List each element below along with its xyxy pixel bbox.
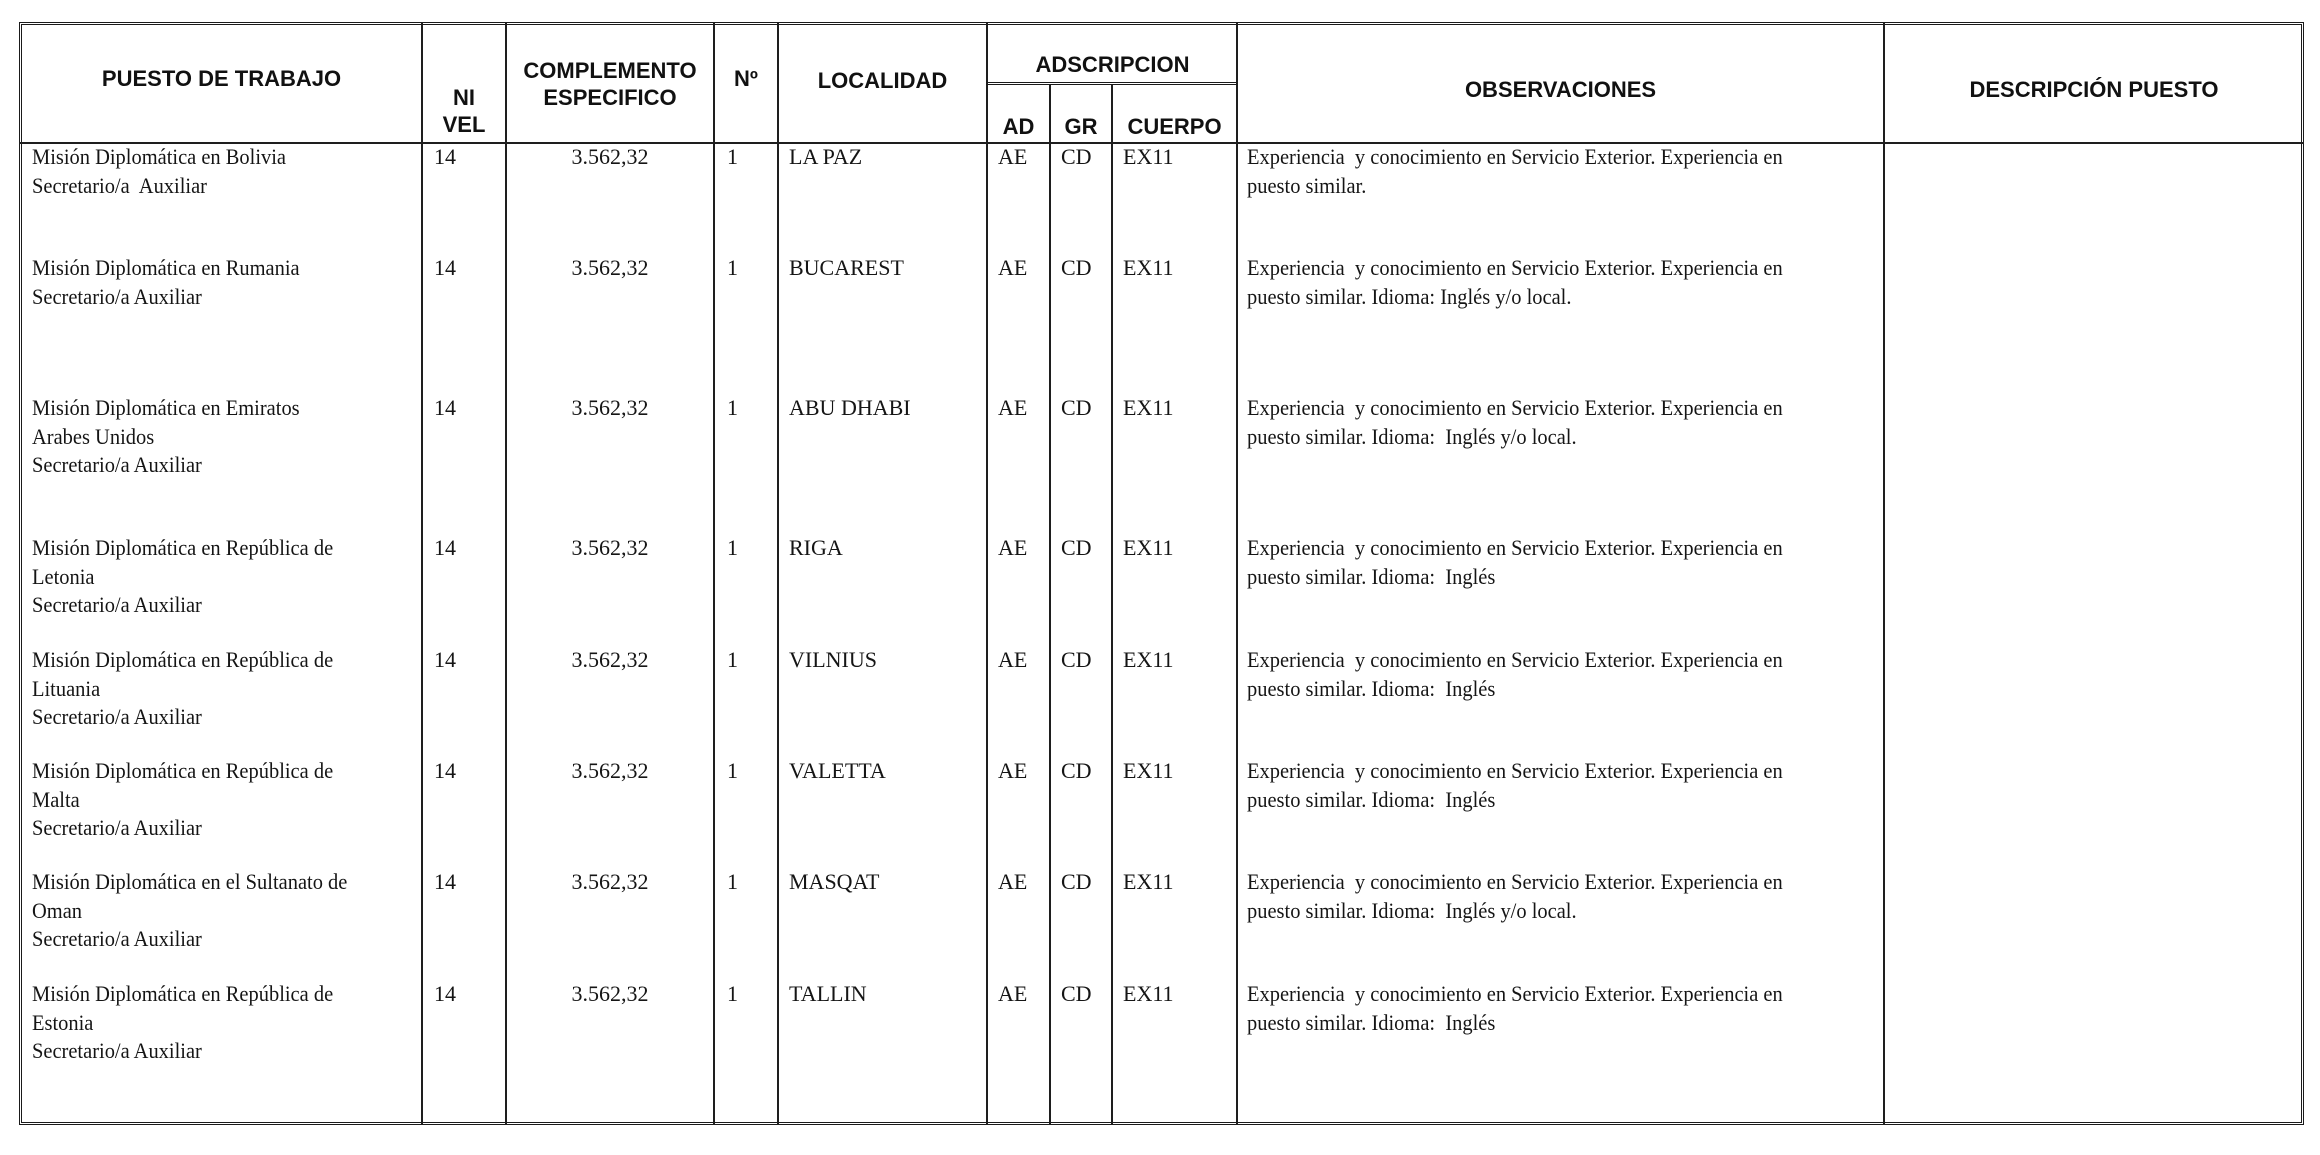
header-localidad-label: LOCALIDAD [817,68,948,93]
header-cuerpo [1113,112,1236,140]
cell-observaciones [1247,980,1783,1037]
cell-ad: AE [998,869,1028,894]
header-cuerpo-label: CUERPO [1127,113,1222,139]
cell-numero: 1 [727,395,738,420]
observaciones-line: puesto similar. Idioma: Inglés [1247,786,1496,812]
cell-observaciones [1247,646,1783,703]
column-divider [1236,22,1238,1125]
column-divider [1049,84,1051,1125]
cell-localidad: ABU DHABI [789,395,911,420]
column-divider [713,22,715,1125]
header-ad-label: AD [1002,113,1035,139]
observaciones-line: Experiencia y conocimiento en Servicio Exterior. Experiencia en [1247,869,1783,894]
cell-puesto [32,534,333,620]
header-adscripcion-label: ADSCRIPCION [1035,51,1190,77]
puesto-line: Secretario/a Auxiliar [32,704,202,729]
observaciones-line: puesto similar. Idioma: Inglés [1247,1009,1496,1035]
cell-puesto [32,394,300,480]
puesto-line: Oman [32,897,83,923]
cell-nivel: 14 [434,869,456,894]
cell-numero: 1 [727,869,738,894]
puesto-line: Secretario/a Auxiliar [32,1038,202,1063]
cell-numero: 1 [727,255,738,280]
cell-gr: CD [1061,255,1092,280]
cell-nivel: 14 [434,758,456,783]
header-numero-label: Nº [734,66,758,91]
observaciones-line: Experiencia y conocimiento en Servicio Exterior. Experiencia en [1247,255,1783,280]
puesto-line: Arabes Unidos [32,423,155,449]
cell-nivel: 14 [434,535,456,560]
cell-ad: AE [998,981,1028,1006]
cell-puesto [32,868,347,954]
cell-numero: 1 [727,758,738,783]
observaciones-line: puesto similar. Idioma: Inglés [1247,675,1496,701]
cell-localidad: BUCAREST [789,255,904,280]
observaciones-line: Experiencia y conocimiento en Servicio Exterior. Experiencia en [1247,144,1783,169]
cell-ad: AE [998,535,1028,560]
cell-cuerpo: EX11 [1123,869,1174,894]
header-puesto [22,25,421,142]
table-frame [19,22,2304,1125]
cell-observaciones [1247,757,1783,814]
cell-cuerpo: EX11 [1123,758,1174,783]
header-localidad [779,25,986,142]
header-observaciones-label: OBSERVACIONES [1464,77,1657,102]
cell-gr: CD [1061,395,1092,420]
cell-localidad: MASQAT [789,869,880,894]
header-descripcion-label: DESCRIPCIÓN PUESTO [1969,77,2219,102]
cell-ad: AE [998,255,1028,280]
observaciones-line: puesto similar. Idioma: Inglés y/o local. [1247,897,1577,923]
cell-gr: CD [1061,647,1092,672]
cell-cuerpo: EX11 [1123,981,1174,1006]
observaciones-line: puesto similar. Idioma: Inglés [1247,563,1496,589]
header-descripcion [1885,25,2303,142]
cell-nivel: 14 [434,647,456,672]
puesto-line: Malta [32,786,80,812]
cell-puesto [32,757,333,843]
cell-puesto [32,980,333,1066]
observaciones-line: puesto similar. [1247,172,1367,198]
puesto-line: Misión Diplomática en Emiratos [32,395,300,420]
header-complemento [507,25,713,142]
puesto-line: Secretario/a Auxiliar [32,926,202,951]
header-gr [1051,112,1111,140]
header-observaciones [1238,25,1883,142]
puesto-line: Misión Diplomática en República de [32,535,334,560]
header-complemento-label-2: ESPECIFICO [543,84,677,110]
cell-complemento: 3.562,32 [571,981,649,1006]
cell-complemento: 3.562,32 [571,144,649,169]
observaciones-line: Experiencia y conocimiento en Servicio Exterior. Experiencia en [1247,758,1783,783]
cell-cuerpo: EX11 [1123,255,1174,280]
cell-numero: 1 [727,535,738,560]
header-puesto-label: PUESTO DE TRABAJO [101,66,342,91]
header-complemento-label-1: COMPLEMENTO [523,57,697,83]
cell-complemento: 3.562,32 [571,869,649,894]
cell-ad: AE [998,758,1028,783]
puesto-line: Misión Diplomática en República de [32,981,334,1006]
cell-gr: CD [1061,535,1092,560]
cell-nivel: 14 [434,981,456,1006]
cell-puesto [32,254,300,311]
header-numero [715,25,777,142]
cell-ad: AE [998,647,1028,672]
cell-cuerpo: EX11 [1123,647,1174,672]
column-divider [1883,22,1885,1125]
observaciones-line: puesto similar. Idioma: Inglés y/o local. [1247,283,1572,309]
puesto-line: Secretario/a Auxiliar [32,452,202,477]
observaciones-line: puesto similar. Idioma: Inglés y/o local. [1247,423,1577,449]
puesto-line: Secretario/a Auxiliar [32,172,207,198]
cell-localidad: LA PAZ [789,144,863,169]
cell-observaciones [1247,394,1783,451]
cell-puesto [32,143,286,200]
cell-numero: 1 [727,981,738,1006]
cell-ad: AE [998,395,1028,420]
cell-localidad: TALLIN [789,981,867,1006]
puesto-line: Lituania [32,675,101,701]
cell-observaciones [1247,143,1783,200]
cell-gr: CD [1061,144,1092,169]
column-divider [986,22,988,1125]
puesto-line: Secretario/a Auxiliar [32,592,202,617]
observaciones-line: Experiencia y conocimiento en Servicio Exterior. Experiencia en [1247,535,1783,560]
header-nivel-label-1: NI [453,85,475,110]
observaciones-line: Experiencia y conocimiento en Servicio Exterior. Experiencia en [1247,981,1783,1006]
cell-observaciones [1247,868,1783,925]
puesto-line: Misión Diplomática en República de [32,647,334,672]
column-divider [777,22,779,1125]
cell-observaciones [1247,254,1783,311]
cell-gr: CD [1061,981,1092,1006]
puesto-line: Letonia [32,563,95,589]
observaciones-line: Experiencia y conocimiento en Servicio Exterior. Experiencia en [1247,647,1783,672]
cell-complemento: 3.562,32 [571,758,649,783]
cell-gr: CD [1061,869,1092,894]
header-nivel-label-2: VEL [442,112,486,137]
header-nivel [423,25,505,142]
cell-numero: 1 [727,144,738,169]
cell-complemento: 3.562,32 [571,255,649,280]
cell-numero: 1 [727,647,738,672]
header-gr-label: GR [1064,113,1098,139]
cell-ad: AE [998,144,1028,169]
cell-observaciones [1247,534,1783,591]
puesto-line: Estonia [32,1009,94,1035]
cell-localidad: VALETTA [789,758,886,783]
cell-cuerpo: EX11 [1123,144,1174,169]
cell-nivel: 14 [434,144,456,169]
cell-localidad: RIGA [789,535,843,560]
cell-localidad: VILNIUS [789,647,877,672]
column-divider [505,22,507,1125]
puesto-line: Misión Diplomática en Bolivia [32,144,287,169]
cell-cuerpo: EX11 [1123,535,1174,560]
observaciones-line: Experiencia y conocimiento en Servicio Exterior. Experiencia en [1247,395,1783,420]
cell-nivel: 14 [434,255,456,280]
cell-complemento: 3.562,32 [571,395,649,420]
cell-puesto [32,646,333,732]
header-adscripcion [988,46,1237,82]
cell-cuerpo: EX11 [1123,395,1174,420]
adscripcion-divider [986,82,1237,85]
puesto-line: Misión Diplomática en Rumania [32,255,300,280]
column-divider [421,22,423,1125]
puesto-line: Misión Diplomática en República de [32,758,334,783]
cell-complemento: 3.562,32 [571,647,649,672]
puesto-line: Misión Diplomática en el Sultanato de [32,869,348,894]
cell-complemento: 3.562,32 [571,535,649,560]
puesto-line: Secretario/a Auxiliar [32,283,202,309]
cell-gr: CD [1061,758,1092,783]
column-divider [1111,84,1113,1125]
cell-nivel: 14 [434,395,456,420]
header-ad [988,112,1049,140]
puesto-line: Secretario/a Auxiliar [32,815,202,840]
